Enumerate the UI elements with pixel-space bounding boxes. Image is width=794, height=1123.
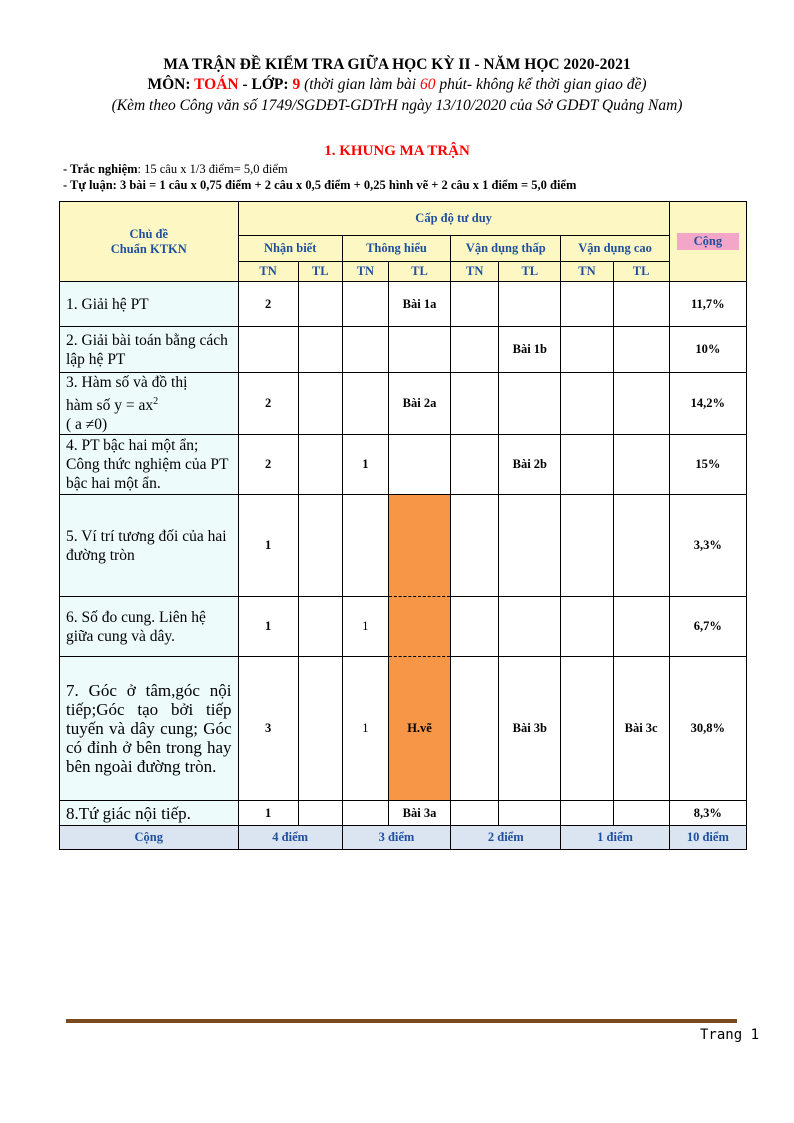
matrix-cell	[388, 327, 450, 373]
topic-cell: 7. Góc ở tâm,góc nội tiếp;Góc tạo bởi tiếp tuyến và dây cung; Góc có đỉnh ở bên trong hay bên ngoài đường tròn.	[60, 657, 239, 801]
matrix-cell	[613, 801, 669, 826]
matrix-cell	[561, 282, 613, 327]
matrix-cell	[238, 327, 298, 373]
footer-score: 3 điểm	[342, 826, 450, 850]
matrix-cell: 1	[342, 657, 388, 801]
matrix-cell	[342, 495, 388, 597]
topic-cell: 5. Ví trí tương đối của hai đường tròn	[60, 495, 239, 597]
matrix-cell	[451, 597, 499, 657]
matrix-cell	[298, 435, 342, 495]
topic-cell: 2. Giải bài toán bằng cách lập hệ PT	[60, 327, 239, 373]
matrix-cell: 1	[238, 801, 298, 826]
matrix-cell	[613, 597, 669, 657]
matrix-cell: Bài 2a	[388, 373, 450, 435]
matrix-cell: 2	[238, 373, 298, 435]
total-cell: 15%	[669, 435, 746, 495]
matrix-cell: Bài 3b	[499, 657, 561, 801]
matrix-table	[59, 201, 747, 850]
matrix-cell: 2	[238, 282, 298, 327]
matrix-cell	[561, 597, 613, 657]
matrix-cell	[561, 327, 613, 373]
matrix-cell	[499, 373, 561, 435]
sub-header: TN	[451, 262, 499, 282]
total-cell: 14,2%	[669, 373, 746, 435]
matrix-cell	[499, 495, 561, 597]
matrix-cell	[298, 282, 342, 327]
matrix-cell	[561, 435, 613, 495]
matrix-cell	[451, 373, 499, 435]
matrix-cell	[561, 495, 613, 597]
matrix-cell: Bài 3c	[613, 657, 669, 801]
matrix-cell	[613, 435, 669, 495]
matrix-cell	[561, 373, 613, 435]
highlight-cell: H.vẽ	[388, 657, 450, 801]
matrix-cell	[298, 597, 342, 657]
matrix-cell	[342, 373, 388, 435]
note-essay: - Tự luận: 3 bài = 1 câu x 0,75 điểm + 2 câu x 0,5 điểm + 0,25 hình vẽ + 2 câu x 1 điểm = 5,0 điểm	[63, 178, 577, 192]
topic-cell: 3. Hàm số và đồ thị hàm số $y = ax^2$ ( a ≠0)	[60, 373, 239, 435]
table-row	[60, 801, 747, 826]
matrix-cell	[298, 327, 342, 373]
matrix-cell: Bài 3a	[388, 801, 450, 826]
matrix-cell	[561, 801, 613, 826]
matrix-cell	[298, 801, 342, 826]
total-cell: 10%	[669, 327, 746, 373]
matrix-cell	[499, 597, 561, 657]
matrix-cell	[388, 435, 450, 495]
topic-cell: 4. PT bậc hai một ẩn; Công thức nghiệm của PT bậc hai một ẩn.	[60, 435, 239, 495]
table-row	[60, 373, 747, 435]
footer-total: 10 điểm	[669, 826, 746, 850]
topic-cell: 1. Giải hệ PT	[60, 282, 239, 327]
level-nhan-biet: Nhận biết	[238, 236, 342, 262]
total-header: Cộng	[669, 202, 746, 282]
matrix-cell	[561, 657, 613, 801]
matrix-cell	[451, 282, 499, 327]
level-header: Cấp độ tư duy	[238, 202, 669, 236]
matrix-cell: Bài 2b	[499, 435, 561, 495]
matrix-cell	[613, 373, 669, 435]
matrix-cell	[613, 327, 669, 373]
matrix-cell: 2	[238, 435, 298, 495]
table-row	[60, 597, 747, 657]
matrix-cell: 1	[342, 435, 388, 495]
matrix-cell	[451, 801, 499, 826]
highlight-cell	[388, 495, 450, 597]
subject-line: MÔN: TOÁN - LỚP: 9 (thời gian làm bài 60 phút- không kể thời gian giao đề)	[147, 76, 647, 93]
table-row	[60, 495, 747, 597]
sub-header: TN	[238, 262, 298, 282]
footer-score: 4 điểm	[238, 826, 342, 850]
total-cell: 11,7%	[669, 282, 746, 327]
matrix-cell: 1	[238, 495, 298, 597]
footer-score: 1 điểm	[561, 826, 669, 850]
matrix-cell: 1	[342, 597, 388, 657]
total-cell: 30,8%	[669, 657, 746, 801]
level-van-dung-cao: Vận dụng cao	[561, 236, 669, 262]
footer-label: Cộng	[60, 826, 239, 850]
matrix-cell: 3	[238, 657, 298, 801]
matrix-cell: Bài 1b	[499, 327, 561, 373]
topic-cell: 8.Tứ giác nội tiếp.	[60, 801, 239, 826]
matrix-cell	[451, 327, 499, 373]
sub-header: TL	[499, 262, 561, 282]
matrix-cell	[298, 657, 342, 801]
footer-divider	[66, 1019, 737, 1023]
total-cell: 8,3%	[669, 801, 746, 826]
level-thong-hieu: Thông hiểu	[342, 236, 450, 262]
matrix-cell	[613, 495, 669, 597]
table-row	[60, 435, 747, 495]
sub-header: TL	[298, 262, 342, 282]
level-van-dung-thap: Vận dụng thấp	[451, 236, 561, 262]
page-number: Trang 1	[700, 1027, 760, 1043]
table-row	[60, 327, 747, 373]
matrix-cell	[499, 282, 561, 327]
sub-header: TN	[342, 262, 388, 282]
note-multiple-choice: - Trắc nghiệm: 15 câu x 1/3 điểm= 5,0 điểm	[63, 162, 288, 176]
matrix-cell	[298, 373, 342, 435]
footer-score: 2 điểm	[451, 826, 561, 850]
section-title: 1. KHUNG MA TRẬN	[324, 143, 470, 159]
matrix-cell	[451, 657, 499, 801]
matrix-cell	[499, 801, 561, 826]
sub-header: TL	[613, 262, 669, 282]
table-footer-row	[60, 826, 747, 850]
matrix-cell	[342, 327, 388, 373]
topic-cell: 6. Số đo cung. Liên hệ giữa cung và dây.	[60, 597, 239, 657]
table-row	[60, 657, 747, 801]
total-cell: 6,7%	[669, 597, 746, 657]
sub-header: TL	[388, 262, 450, 282]
matrix-cell	[451, 495, 499, 597]
matrix-cell	[298, 495, 342, 597]
matrix-cell: Bài 1a	[388, 282, 450, 327]
reference-line: (Kèm theo Công văn số 1749/SGDĐT-GDTrH ngày 13/10/2020 của Sở GDĐT Quảng Nam)	[111, 97, 683, 114]
highlight-cell	[388, 597, 450, 657]
document-title: MA TRẬN ĐỀ KIỂM TRA GIỮA HỌC KỲ II - NĂM HỌC 2020-2021	[163, 56, 631, 73]
matrix-cell	[613, 282, 669, 327]
matrix-cell	[342, 282, 388, 327]
matrix-cell	[342, 801, 388, 826]
matrix-cell: 1	[238, 597, 298, 657]
table-row	[60, 282, 747, 327]
matrix-cell	[451, 435, 499, 495]
topic-header: Chủ đề Chuẩn KTKN	[60, 202, 239, 282]
sub-header: TN	[561, 262, 613, 282]
total-cell: 3,3%	[669, 495, 746, 597]
